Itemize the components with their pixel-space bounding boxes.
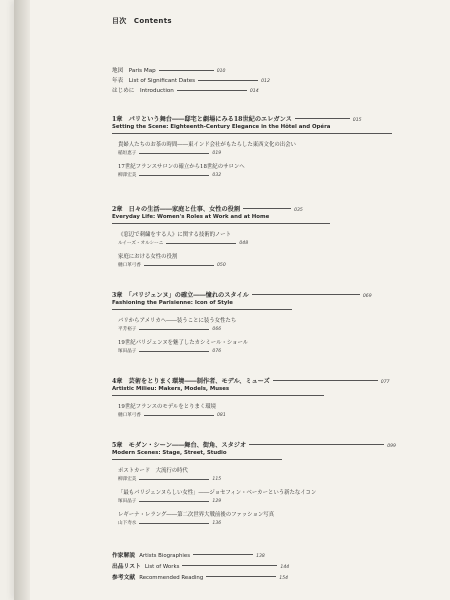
essay-author: 稲垣恵子 xyxy=(118,151,137,156)
chapter-english-title: Artistic Milieu: Makers, Models, Muses xyxy=(112,386,230,392)
essay-author: 塚田晶子 xyxy=(118,499,137,504)
chapter-title: 5章 モダン・シーン――舞台、街角、スタジオ xyxy=(112,442,247,449)
essay-title: 《窓辺で刺繍をする人》に関する技術的ノート xyxy=(118,232,232,238)
essay-author-line xyxy=(118,520,221,526)
chapter-english-title: Fashioning the Parisienne: Icon of Style xyxy=(112,300,233,306)
front-matter-item xyxy=(112,86,259,94)
page-number: 099 xyxy=(387,444,396,449)
dotted-leader xyxy=(249,444,384,445)
front-matter-title: 年表 List of Significant Dates xyxy=(112,78,196,84)
essay-title: 家庭における女性の役割 xyxy=(118,254,178,260)
chapter-title: 2章 日々の生活――家庭と仕事、女性の役割 xyxy=(112,206,241,213)
page-number: 081 xyxy=(216,413,226,418)
chapter-english-title: Setting the Scene: Eighteenth-Century Elegance in the Hôtel and Opéra xyxy=(112,124,331,130)
dotted-leader xyxy=(295,118,350,119)
page-number: 154 xyxy=(279,576,289,581)
page-number: 014 xyxy=(249,89,259,94)
chapter-rule xyxy=(112,309,292,310)
essay-author: 樋口革弓香 xyxy=(118,263,141,268)
essay-author: ルイーズ・オルシーニ xyxy=(118,241,164,246)
page-number: 015 xyxy=(352,118,362,123)
dotted-leader xyxy=(139,175,209,176)
chapter-title: 1章 パリという舞台――邸宅と劇場にみる18世紀のエレガンス xyxy=(112,116,292,123)
chapter-rule xyxy=(112,459,282,460)
dotted-leader xyxy=(182,565,277,566)
back-matter-jp: 作家解説 xyxy=(112,553,136,559)
dotted-leader xyxy=(198,80,258,81)
back-matter-en: List of Works xyxy=(144,564,180,570)
essay-author-line xyxy=(118,172,221,178)
back-matter-jp: 出品リスト xyxy=(112,564,141,570)
chapter-heading xyxy=(112,440,396,449)
chapter-rule xyxy=(112,133,392,134)
back-matter-item xyxy=(112,550,265,559)
chapter-title: 4章 芸術をとりまく環境――制作者、モデル、ミューズ xyxy=(112,378,270,385)
essay-author-line xyxy=(118,240,248,246)
page-number: 138 xyxy=(256,554,265,559)
essay-author: 山下寿水 xyxy=(118,521,137,526)
dotted-leader xyxy=(144,265,214,266)
chapter-rule xyxy=(112,223,330,224)
chapter-heading xyxy=(112,290,372,299)
page-number: 035 xyxy=(294,208,303,213)
chapter-heading xyxy=(112,376,390,385)
page-number: 019 xyxy=(212,151,222,156)
page-number: 048 xyxy=(239,241,249,246)
dotted-leader xyxy=(166,243,236,244)
dotted-leader xyxy=(206,576,276,577)
toc-header: 目次 Contents xyxy=(112,17,172,25)
back-matter-title xyxy=(112,572,203,581)
dotted-leader xyxy=(159,70,214,71)
essay-title: 19世紀パリジェンヌを魅了したカシミール・ショール xyxy=(118,340,249,346)
page-number: 136 xyxy=(212,521,222,526)
back-matter-en: Recommended Reading xyxy=(139,575,204,581)
page-number: 010 xyxy=(216,69,226,74)
essay-author-line xyxy=(118,262,226,268)
essay-title: レギーナ・レラング――第二次世界大戦前後のファッション写真 xyxy=(118,512,275,518)
page-number: 077 xyxy=(380,380,390,385)
essay-author-line xyxy=(118,412,226,418)
chapter-english-title: Modern Scenes: Stage, Street, Studio xyxy=(112,450,227,456)
page-number: 115 xyxy=(212,477,222,482)
dotted-leader xyxy=(139,523,209,524)
essay-title: ポストカード 大流行の時代 xyxy=(118,468,188,474)
front-matter-title: はじめに Introduction xyxy=(112,88,174,94)
back-matter-jp: 参考文献 xyxy=(112,575,136,581)
chapter-heading xyxy=(112,204,303,213)
front-matter-title: 地図 Paris Map xyxy=(112,68,156,74)
essay-title: パリからアメリカへ――装うことに装う女性たち xyxy=(118,318,237,324)
page-number: 066 xyxy=(212,327,222,332)
chapter-english-title: Everyday Life: Women's Roles at Work and at Home xyxy=(112,214,270,220)
essay-author: 柳澤宏美 xyxy=(118,477,137,482)
essay-title: 「最もパリジェンヌらしい女性」――ジョセフィン・ベーカーという新たなイコン xyxy=(118,490,317,496)
front-matter-item xyxy=(112,76,270,84)
dotted-leader xyxy=(243,208,291,209)
front-matter-item xyxy=(112,66,225,74)
page-number: 012 xyxy=(261,79,270,84)
dotted-leader xyxy=(252,294,360,295)
essay-author-line xyxy=(118,498,221,504)
chapter-rule xyxy=(112,395,324,396)
back-matter-title xyxy=(112,550,190,559)
essay-author: 柳澤宏美 xyxy=(118,173,137,178)
chapter-heading xyxy=(112,114,362,123)
dotted-leader xyxy=(273,380,378,381)
book-gutter xyxy=(14,0,30,600)
dotted-leader xyxy=(193,554,253,555)
back-matter-item xyxy=(112,572,288,581)
dotted-leader xyxy=(139,153,209,154)
essay-title: 貴婦人たちのお茶の時間――東インド会社がもたらした東西文化の出会い xyxy=(118,142,296,148)
page-number: 069 xyxy=(362,294,372,299)
chapter-title: 3章 「パリジェンヌ」の確立――憧れのスタイル xyxy=(112,292,249,299)
essay-author: 塚田晶子 xyxy=(118,349,137,354)
dotted-leader xyxy=(139,501,209,502)
essay-author-line xyxy=(118,326,221,332)
essay-author: 樋口革弓香 xyxy=(118,413,141,418)
page-number: 144 xyxy=(280,565,290,570)
back-matter-title xyxy=(112,561,179,570)
essay-author: 平芳裕子 xyxy=(118,327,137,332)
back-matter-item xyxy=(112,561,289,570)
page-number: 129 xyxy=(212,499,222,504)
essay-title: 19世紀フランスのモデルをとりまく環境 xyxy=(118,404,217,410)
essay-author-line xyxy=(118,348,221,354)
dotted-leader xyxy=(139,479,209,480)
dotted-leader xyxy=(144,415,214,416)
essay-author-line xyxy=(118,476,221,482)
page-number: 032 xyxy=(212,173,222,178)
dotted-leader xyxy=(139,351,209,352)
page-number: 076 xyxy=(212,349,222,354)
page-number: 050 xyxy=(216,263,226,268)
essay-title: 17世紀フランスサロンの確立から18世紀のサロンへ xyxy=(118,164,245,170)
dotted-leader xyxy=(177,90,247,91)
back-matter-en: Artists Biographies xyxy=(139,553,191,559)
dotted-leader xyxy=(139,329,209,330)
essay-author-line xyxy=(118,150,221,156)
